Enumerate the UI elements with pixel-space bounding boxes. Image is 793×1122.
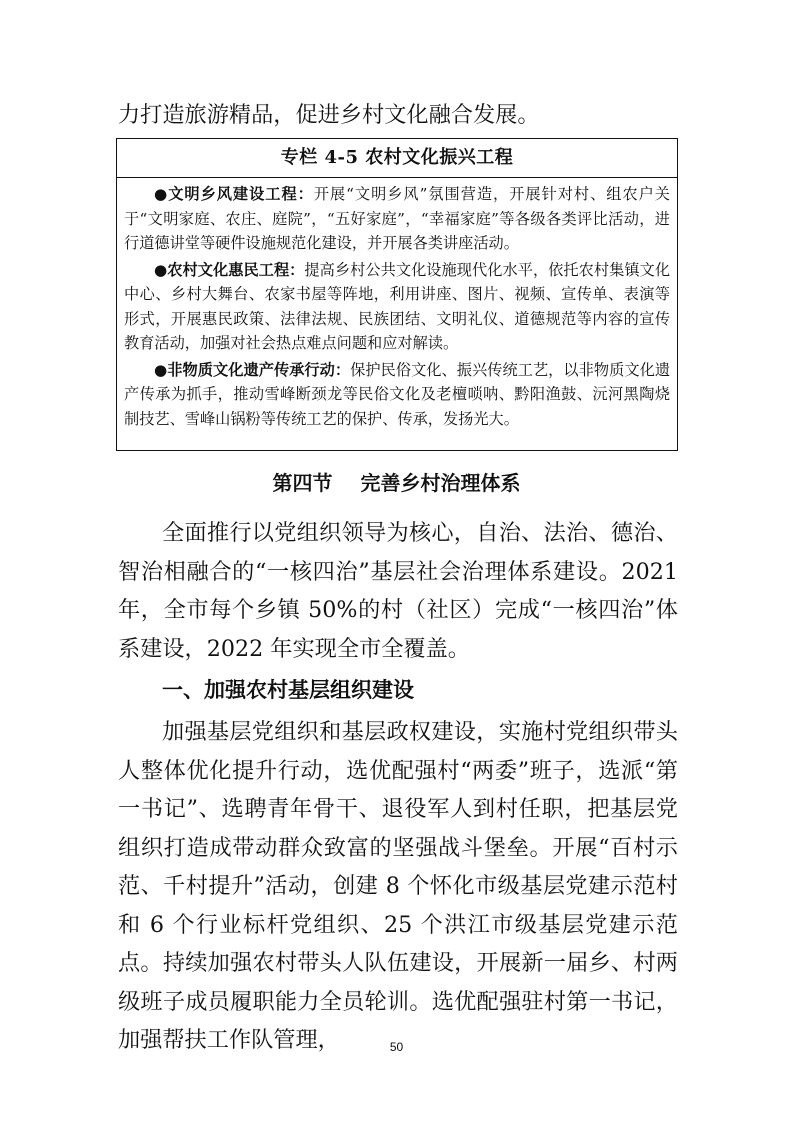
feature-item-heading: ●农村文化惠民工程： (154, 260, 305, 279)
feature-item-text: 保护民俗文化、振兴传统工艺，以非物质文化遗产传承为抓手，推动雪峰断颈龙等民俗文化及老檀唢呐、黔阳渔鼓、沅河黑陶烧制技艺、雪峰山锅粉等传统工艺的保护、传承，发扬光大。 (124, 360, 670, 428)
body-paragraph: 全面推行以党组织领导为核心，自治、法治、德治、智治相融合的“一核四治”基层社会治理体系建设。2021 年，全市每个乡镇 50%的村（社区）完成“一核四治”体系建设，2022 年实现全市全覆盖。 (118, 520, 678, 662)
feature-item-text: 提高乡村公共文化设施现代化水平，依托农村集镇文化中心、乡村大舞台、农家书屋等阵地，利用讲座、图片、视频、宣传单、表演等形式，开展惠民政策、法律法规、民族团结、文明礼仪、道德规范等内容的宣传教育活动，加强对社会热点难点问题和应对解读。 (124, 260, 670, 352)
feature-item (124, 182, 670, 256)
feature-item (124, 258, 670, 356)
section-number: 第四节 (272, 471, 333, 495)
feature-box-title: 专栏 4-5 农村文化振兴工程 (117, 139, 677, 178)
feature-item-text: 开展“文明乡风”氛围营造，开展针对村、组农户关于“文明家庭、农庄、庭院”，“五好家庭”，“幸福家庭”等各级各类评比活动，进行道德讲堂等硬件设施规范化建设，并开展各类讲座活动。 (124, 185, 670, 252)
subheading: 一、加强农村基层组织建设 (162, 677, 414, 702)
feature-item (124, 358, 670, 432)
continued-paragraph: 力打造旅游精品，促进乡村文化融合发展。 (118, 102, 540, 128)
section-title: 完善乡村治理体系 (360, 471, 521, 495)
page-number: 50 (389, 1040, 404, 1054)
feature-box (116, 138, 678, 451)
section-heading (0, 468, 793, 498)
feature-item-heading: ●非物质文化遗产传承行动： (154, 360, 351, 379)
feature-item-heading: ●文明乡风建设工程： (154, 185, 314, 203)
feature-box-body (117, 178, 677, 431)
body-paragraph: 加强基层党组织和基层政权建设，实施村党组织带头人整体优化提升行动，选优配强村“两委”班子，选派“第一书记”、选聘青年骨干、退役军人到村任职，把基层党组织打造成带动群众致富的坚强战斗堡垒。开展“百村示范、千村提升”活动，创建 8 个怀化市级基层党建示范村和 6 个行业标杆党组织、25 个洪江市级基层党建示范点。持续加强农村带头人队伍建设，开展新一届乡、村两级班子成员履职能力全员轮训。选优配强驻村第一书记，加强帮扶工作队管理， (118, 719, 678, 1053)
